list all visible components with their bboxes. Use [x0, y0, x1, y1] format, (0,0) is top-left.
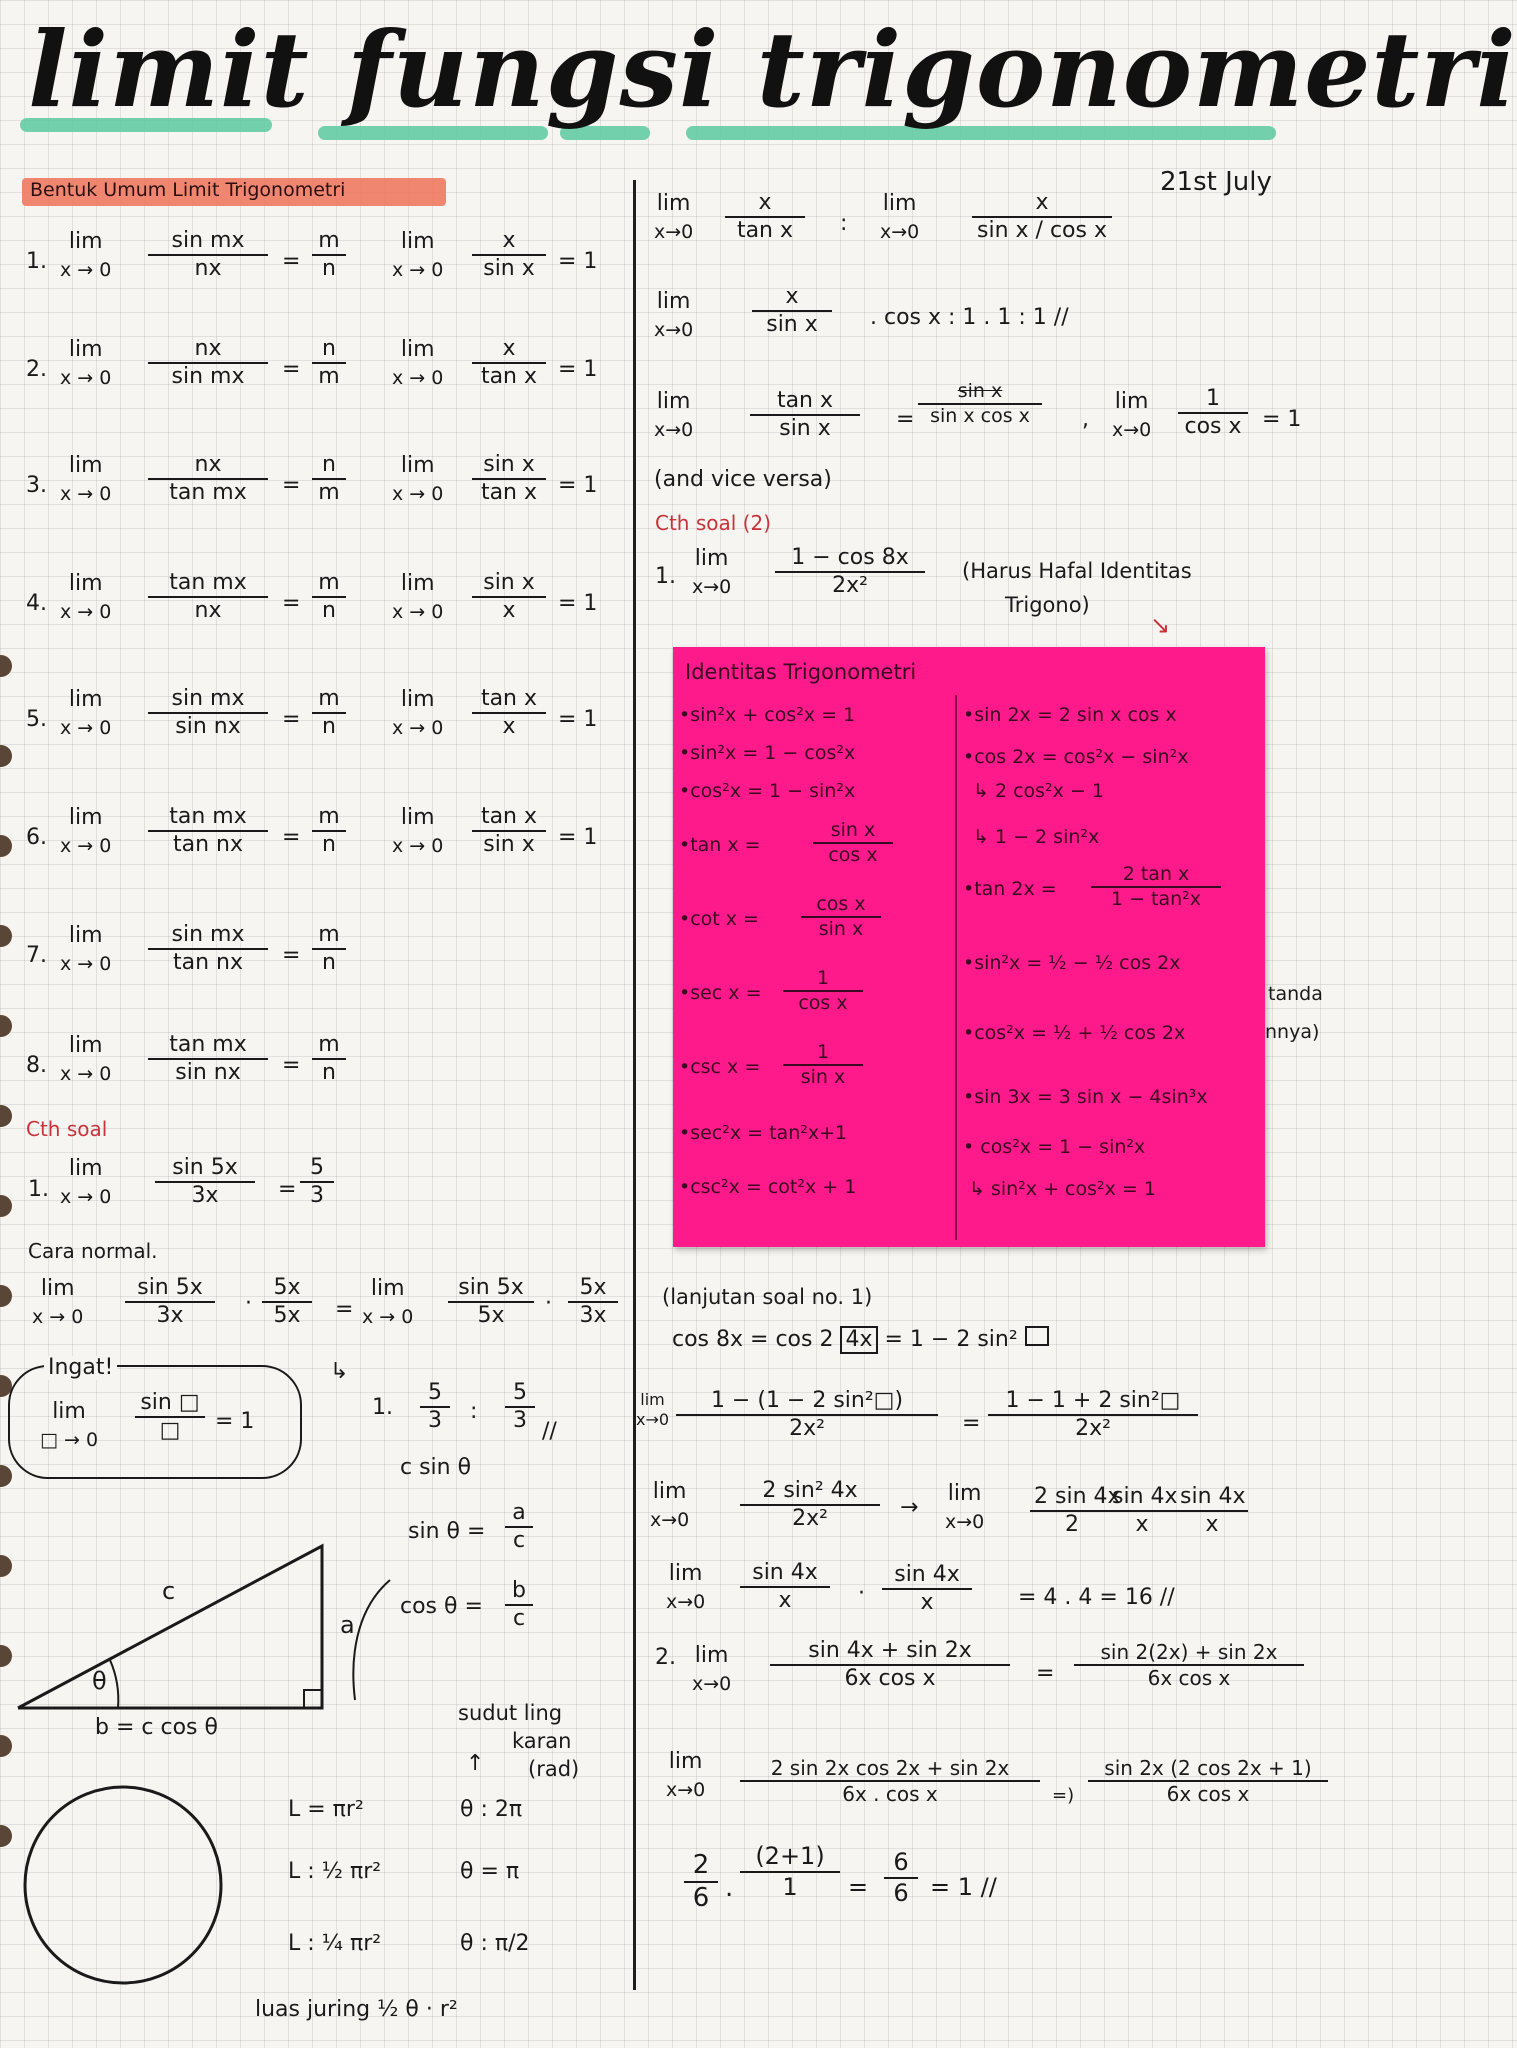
column-divider	[633, 180, 636, 1990]
page-title: limit fungsi trigonometri	[28, 8, 1517, 131]
limit-symbol: lim x→0	[654, 289, 694, 341]
limit-symbol: lim x → 0	[392, 229, 444, 281]
identity: ↳ 2 cos²x − 1	[973, 780, 1105, 802]
binder-hole	[0, 1285, 12, 1307]
continuation-label: (lanjutan soal no. 1)	[662, 1285, 873, 1309]
fraction: $\frac{nx}{\text{tan mx}}$	[148, 452, 268, 507]
limit-symbol: lim x→0	[666, 1561, 706, 1613]
cara-normal-label: Cara normal.	[28, 1239, 158, 1263]
fraction: $\frac{5x}{5x}$	[262, 1275, 312, 1330]
c-sin-theta: c sin θ	[400, 1455, 472, 1480]
fraction: $\frac{\text{sin mx}}{\text{sin nx}}$	[148, 686, 268, 741]
dot-operator: ·	[858, 1581, 865, 1606]
right-triangle-diagram	[10, 1460, 370, 1730]
fraction: $\frac{\text{cos x}}{\text{sin x}}$	[801, 893, 881, 941]
section-heading: Bentuk Umum Limit Trigonometri	[30, 179, 346, 201]
limit-symbol: lim x → 0	[32, 1276, 84, 1328]
angle-value: θ : π/2	[460, 1931, 530, 1956]
fraction: $\frac{\text{tan x}}{x}$	[472, 686, 546, 741]
identity: ↳ sin²x + cos²x = 1	[969, 1178, 1156, 1200]
limit-symbol: lim x→0	[650, 1479, 690, 1531]
arrow: ↳	[330, 1359, 349, 1384]
identity: •cos 2x = cos²x − sin²x	[963, 746, 1189, 768]
equals-sign: =	[282, 825, 301, 850]
dot-operator: .	[725, 1873, 734, 1903]
limit-symbol: lim x → 0	[60, 687, 112, 739]
identity: •sin 3x = 3 sin x − 4sin³x	[963, 1086, 1208, 1108]
fraction: $\frac{x}{\text{sin x}}$	[752, 284, 832, 339]
fraction: $\frac{n}{m}$	[312, 336, 346, 391]
fraction: $\frac{2}{6}$	[684, 1850, 718, 1914]
fraction: $\frac{\text{tan x}}{\text{sin x}}$	[750, 388, 860, 443]
rad-label: (rad)	[528, 1757, 580, 1781]
area-formula: L : ¼ πr²	[288, 1931, 382, 1956]
limit-symbol: lim x → 0	[60, 923, 112, 975]
fraction: $\frac{x}{\text{tan x}}$	[472, 336, 546, 391]
equals-one: = 1	[558, 707, 598, 732]
equals-one: = 1	[558, 591, 598, 616]
colon: :	[470, 1399, 478, 1424]
limit-symbol: lim x → 0	[60, 571, 112, 623]
fraction: $\frac{\text{sin x}}{\text{cos x}}$	[813, 819, 893, 867]
equals-sign: =	[282, 249, 301, 274]
limit-symbol: lim x → 0	[392, 687, 444, 739]
limit-symbol: lim □ → 0	[40, 1399, 99, 1451]
identity: •sec²x = tan²x+1	[679, 1122, 848, 1144]
equals-one: = 1	[1262, 407, 1302, 432]
limit-symbol: lim x→0	[692, 1643, 732, 1695]
arrow: →	[900, 1495, 919, 1520]
limit-symbol: lim x → 0	[60, 337, 112, 389]
fraction: $\frac{5x}{3x}$	[568, 1275, 618, 1330]
fraction: $\frac{\sin 4x}{x}$	[1176, 1484, 1248, 1539]
fraction: $\frac{m}{n}$	[312, 1032, 346, 1087]
note: Trigono)	[1005, 593, 1090, 617]
area-formula: L = πr²	[288, 1797, 364, 1822]
question-number: 1.	[655, 564, 676, 589]
vice-versa-note: (and vice versa)	[654, 467, 832, 492]
fraction: sin □ □	[135, 1390, 205, 1445]
equals-sign: =	[848, 1873, 869, 1901]
binder-hole	[0, 1825, 12, 1847]
fraction: $\frac{b}{c}$	[505, 1578, 533, 1633]
limit-symbol: lim x→0	[654, 389, 694, 441]
result-prefix: 1.	[372, 1395, 393, 1420]
step3-result: = 4 . 4 = 16 //	[1018, 1585, 1175, 1610]
fraction: $\frac{\sin 5x}{5x}$	[448, 1275, 534, 1330]
fraction: $\frac{2 \sin 4x}{2}$	[1030, 1484, 1114, 1539]
fraction: $\frac{\text{2 tan x}}{\text{1 − tan²x}}$	[1091, 863, 1221, 911]
fraction: $\frac{\sin 2x (2 \cos 2x + 1)}{\text{6x cos x}}$	[1088, 1756, 1328, 1806]
formula-number: 4.	[26, 591, 47, 616]
equals-one: = 1	[558, 357, 598, 382]
binder-hole	[0, 1015, 12, 1037]
cos-theta-lhs: cos θ =	[400, 1594, 483, 1619]
identity-tan: •tan x =	[679, 834, 761, 856]
fraction: $\frac{\text{1 − 1 + 2 sin²□}}{\text{2x²}}$	[988, 1388, 1198, 1443]
limit-symbol: lim x → 0	[392, 453, 444, 505]
fraction: $\frac{\text{tan mx}}{\text{tan nx}}$	[148, 804, 268, 859]
fraction: $\frac{1 - \cos 8x}{\text{2x²}}$	[775, 545, 925, 600]
formula-number: 1.	[26, 249, 47, 274]
sticky-note-identities	[673, 647, 1265, 1247]
limit-symbol: lim x → 0	[392, 571, 444, 623]
fraction: $\frac{\sin 4x}{x}$	[740, 1560, 830, 1615]
arrow: ↘	[1150, 611, 1171, 639]
result-end: //	[542, 1419, 557, 1444]
formula-number: 6.	[26, 825, 47, 850]
fraction: $\frac{a}{c}$	[505, 1500, 533, 1555]
fraction: $\frac{\text{sin mx}}{nx}$	[148, 228, 268, 283]
colon: :	[840, 211, 848, 236]
binder-hole	[0, 1105, 12, 1127]
identity: •csc²x = cot²x + 1	[679, 1176, 857, 1198]
equals-one: = 1	[558, 473, 598, 498]
limit-symbol: lim x→0	[880, 191, 920, 243]
equals-sign: =	[335, 1297, 354, 1322]
fraction: $\frac{x}{\text{sin x / cos x}}$	[972, 190, 1112, 245]
circle-diagram	[20, 1780, 230, 1990]
fraction: $\frac{\sin 4x + \sin 2x}{\text{6x cos x}}$	[770, 1638, 1010, 1693]
equals-sign: =	[896, 407, 915, 432]
fraction: $\frac{\text{2 sin² 4x}}{\text{2x²}}$	[740, 1478, 880, 1533]
fraction: $\frac{m}{n}$	[312, 922, 346, 977]
limit-symbol: lim x → 0	[60, 1156, 112, 1208]
limit-symbol: lim x → 0	[392, 805, 444, 857]
fraction: $\frac{m}{n}$	[312, 804, 346, 859]
binder-hole	[0, 1735, 12, 1757]
sticky-title: Identitas Trigonometri	[685, 660, 917, 684]
comma: ,	[1082, 407, 1089, 432]
identity: •sin²x = 1 − cos²x	[679, 742, 856, 764]
fraction: $\frac{m}{n}$	[312, 570, 346, 625]
theta-label: θ	[92, 1667, 107, 1695]
fraction: $\frac{\text{sin x}}{\text{tan x}}$	[472, 452, 546, 507]
equals-sign: =	[962, 1411, 981, 1436]
formula-number: 8.	[26, 1053, 47, 1078]
equals-sign: =	[282, 473, 301, 498]
date: 21st July	[1160, 167, 1272, 197]
example-number: 1.	[28, 1177, 49, 1202]
sin-theta-lhs: sin θ =	[408, 1519, 486, 1544]
fraction: $\frac{5}{3}$	[420, 1380, 450, 1435]
peek-text: tanda	[1268, 983, 1323, 1005]
fraction: $\frac{\sin 2(2x) + \sin 2x}{\text{6x cos x}}$	[1074, 1640, 1304, 1690]
limit-symbol: lim x → 0	[362, 1276, 414, 1328]
limit-symbol: lim x→0	[945, 1481, 985, 1533]
fraction: $\frac{x}{\text{sin x}}$	[472, 228, 546, 283]
identity: •sin 2x = 2 sin x cos x	[963, 704, 1177, 726]
sudut-label: sudut ling	[458, 1701, 563, 1725]
dot-operator: ·	[545, 1291, 552, 1316]
limit-symbol: lim x→0	[692, 546, 732, 598]
formula-number: 7.	[26, 943, 47, 968]
formula-number: 3.	[26, 473, 47, 498]
fraction: $\frac{\text{tan x}}{\text{sin x}}$	[472, 804, 546, 859]
equals-sign: =	[278, 1177, 297, 1202]
example-label: Cth soal	[26, 1117, 108, 1141]
fraction: $\frac{\sin 4x}{x}$	[882, 1562, 972, 1617]
dot-operator: ·	[245, 1291, 252, 1316]
binder-hole	[0, 925, 12, 947]
binder-hole	[0, 1195, 12, 1217]
fraction: $\frac{1}{\text{cos x}}$	[783, 967, 863, 1015]
base-label: b = c cos θ	[95, 1715, 218, 1740]
ingat-label: Ingat!	[44, 1356, 117, 1380]
binder-hole	[0, 655, 12, 677]
fraction: $\frac{\text{1 − (1 − 2 sin²□)}}{\text{2x²}}$	[676, 1388, 938, 1443]
angle-value: θ = π	[460, 1859, 520, 1884]
fraction: $\frac{\text{sin x}}{x}$	[472, 570, 546, 625]
limit-symbol: lim x→0	[654, 191, 694, 243]
limit-symbol: lim x → 0	[392, 337, 444, 389]
fraction: $\frac{\text{sin mx}}{\text{tan nx}}$	[148, 922, 268, 977]
fraction: $\frac{\text{tan mx}}{\text{sin nx}}$	[148, 1032, 268, 1087]
arrow: ↑	[466, 1751, 485, 1776]
fraction: $\frac{\text{2 sin 2x cos 2x + sin 2x}}{\text{6x . cos x}}$	[740, 1756, 1040, 1806]
formula-number: 5.	[26, 707, 47, 732]
equals-sign: =	[282, 943, 301, 968]
binder-hole	[0, 835, 12, 857]
limit-symbol: lim x→0	[666, 1749, 706, 1801]
example2-label: Cth soal (2)	[655, 511, 771, 535]
fraction: $\frac{m}{n}$	[312, 228, 346, 283]
fraction: $\frac{n}{m}$	[312, 452, 346, 507]
area-formula: L : ½ πr²	[288, 1859, 382, 1884]
side-a-label: a	[340, 1611, 355, 1639]
peek-text: nnya)	[1265, 1021, 1320, 1043]
hypotenuse-label: c	[162, 1577, 176, 1605]
angle-value: θ : 2π	[460, 1797, 523, 1822]
sticky-divider	[955, 695, 957, 1240]
final-result: = 1 //	[930, 1873, 997, 1901]
equals-one: = 1	[558, 249, 598, 274]
fraction: $\frac{\text{sin x}}{\text{sin x cos x}}$	[918, 380, 1042, 428]
fraction: $\frac{\sin 4x}{x}$	[1108, 1484, 1176, 1539]
fraction: $\frac{\sin 5x}{3x}$	[155, 1155, 255, 1210]
fraction: $\frac{x}{\text{tan x}}$	[725, 190, 805, 245]
r2-result: . cos x : 1 . 1 : 1 //	[870, 305, 1069, 330]
equals-one: = 1	[558, 825, 598, 850]
limit-symbol: lim x→0	[636, 1390, 670, 1429]
fraction: $\frac{m}{n}$	[312, 686, 346, 741]
note: (Harus Hafal Identitas	[962, 559, 1192, 583]
limit-symbol: lim x → 0	[60, 1033, 112, 1085]
fraction: $\frac{\text{tan mx}}{nx}$	[148, 570, 268, 625]
limit-symbol: lim x → 0	[60, 229, 112, 281]
equals-sign: =	[282, 591, 301, 616]
equals-sign: =	[1036, 1661, 1055, 1686]
identity: •sin²x + cos²x = 1	[679, 704, 856, 726]
identity-csc: •csc x =	[679, 1056, 761, 1078]
implies: =)	[1052, 1785, 1075, 1806]
binder-hole	[0, 745, 12, 767]
equals-sign: =	[282, 707, 301, 732]
formula-number: 2.	[26, 357, 47, 382]
fraction: $\frac{1}{\text{cos x}}$	[1178, 386, 1248, 441]
fraction: $\frac{(2+1)}{1}$	[740, 1842, 840, 1902]
luas-juring: luas juring ½ θ · r²	[255, 1997, 458, 2022]
fraction: $\frac{6}{6}$	[884, 1848, 918, 1908]
limit-symbol: lim x → 0	[60, 453, 112, 505]
question-number: 2.	[655, 1645, 676, 1670]
limit-symbol: lim x→0	[1112, 389, 1152, 441]
fraction: $\frac{nx}{\text{sin mx}}$	[148, 336, 268, 391]
fraction: $\frac{5}{3}$	[505, 1380, 535, 1435]
fraction: $\frac{1}{\text{sin x}}$	[783, 1041, 863, 1089]
identity-tan2x: •tan 2x =	[963, 878, 1057, 900]
identity: •cos²x = 1 − sin²x	[679, 780, 856, 802]
cos8x-expansion: cos 8x = cos 2 4x = 1 − 2 sin²	[672, 1326, 1049, 1354]
equals-sign: =	[282, 357, 301, 382]
identity: ↳ 1 − 2 sin²x	[973, 826, 1100, 848]
equals-sign: =	[282, 1053, 301, 1078]
identity-sec: •sec x =	[679, 982, 762, 1004]
identity: •sin²x = ½ − ½ cos 2x	[963, 952, 1181, 974]
identity: • cos²x = 1 − sin²x	[963, 1136, 1146, 1158]
fraction: $\frac{5}{3}$	[300, 1155, 334, 1210]
fraction: $\frac{\sin 5x}{3x}$	[125, 1275, 215, 1330]
identity-cot: •cot x =	[679, 908, 759, 930]
equals-one: = 1	[215, 1409, 255, 1434]
karan-label: karan	[512, 1729, 572, 1753]
identity: •cos²x = ½ + ½ cos 2x	[963, 1022, 1186, 1044]
limit-symbol: lim x → 0	[60, 805, 112, 857]
